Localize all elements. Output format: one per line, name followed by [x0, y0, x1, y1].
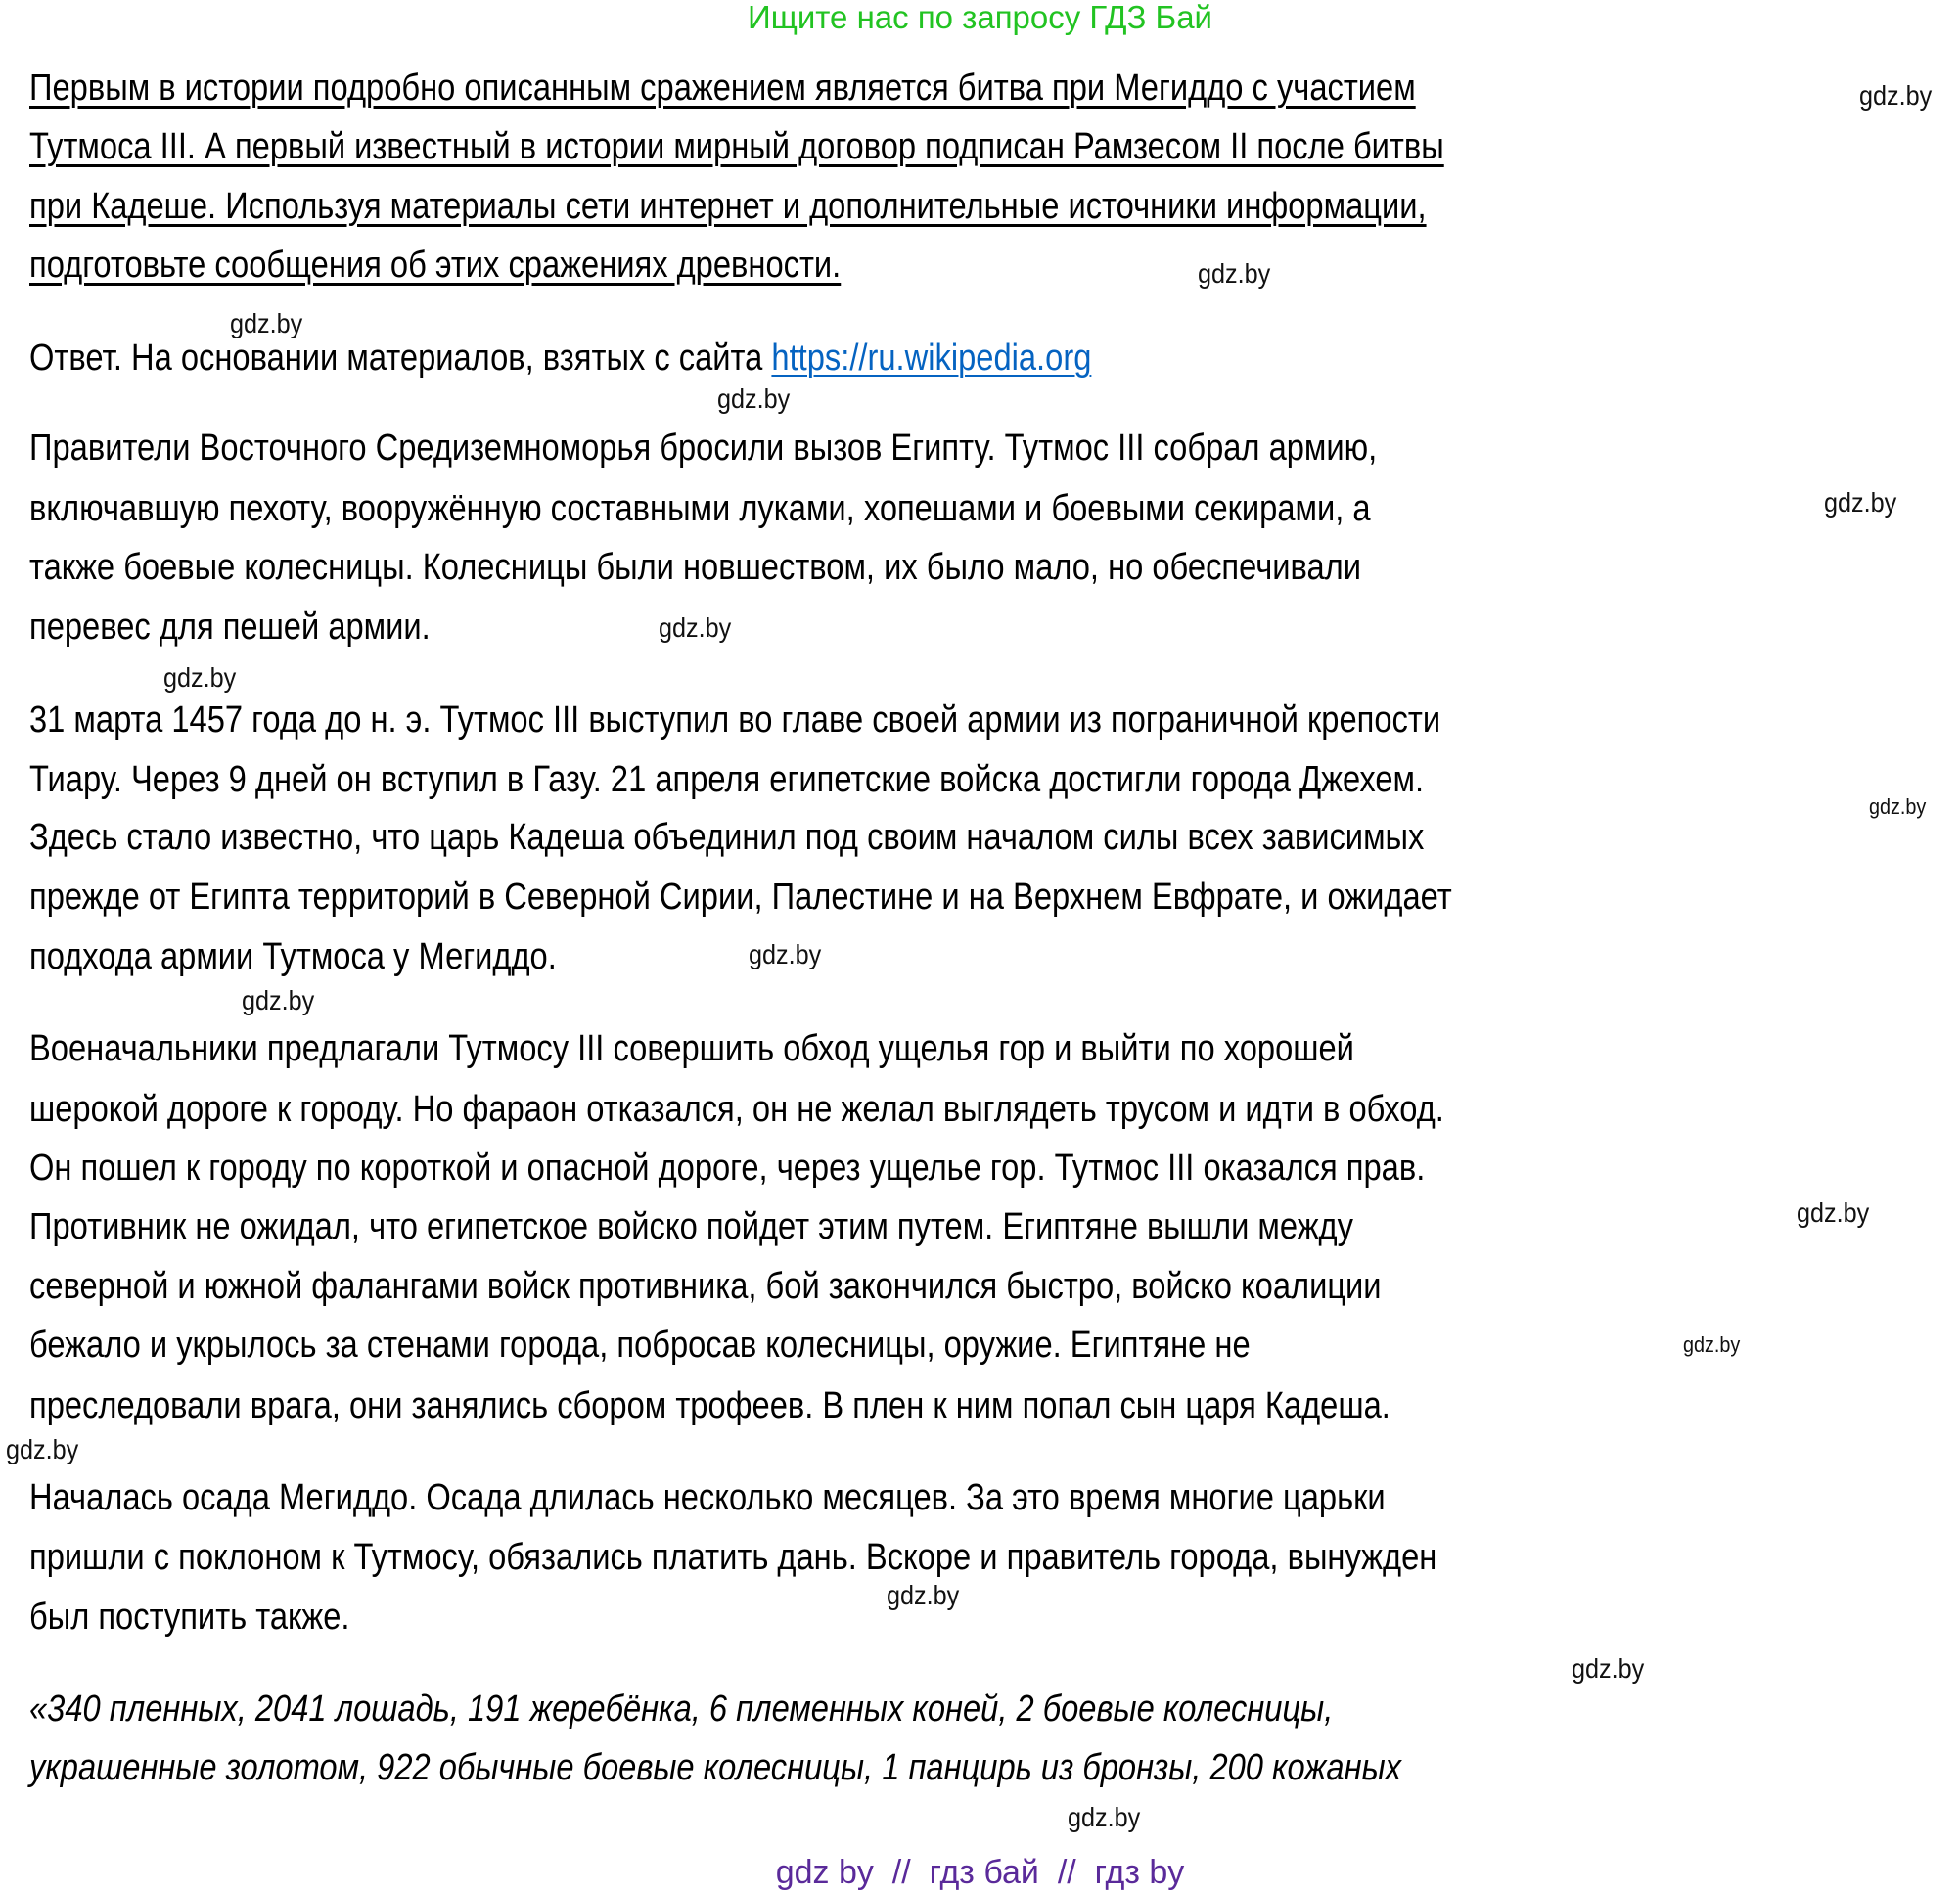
watermark-text: gdz.by	[163, 662, 237, 693]
paragraph-line: был поступить также.	[29, 1597, 350, 1638]
watermark-text: gdz.by	[1869, 794, 1927, 819]
paragraph-line: Военачальники предлагали Тутмосу III совершить обход ущелья гор и выйти по хорошей	[29, 1028, 1354, 1069]
paragraph-line: перевес для пешей армии.	[29, 607, 431, 648]
watermark-text: gdz.by	[1198, 258, 1271, 289]
question-line: при Кадеше. Используя материалы сети интернет и дополнительные источники информации,	[29, 186, 1427, 227]
paragraph-line: Тиару. Через 9 дней он вступил в Газу. 21 апреля египетские войска достигли города Джехем.	[29, 759, 1425, 800]
watermark-text: gdz.by	[6, 1434, 79, 1464]
watermark-text: gdz.by	[887, 1580, 960, 1610]
paragraph-line: шерокой дороге к городу. Но фараон отказался, он не желал выглядеть трусом и идти в обход.	[29, 1089, 1444, 1130]
search-banner: Ищите нас по запросу ГДЗ Бай	[748, 0, 1212, 35]
watermark-text: gdz.by	[659, 612, 732, 643]
footer-links[interactable]: gdz by // гдз бай // гдз by	[775, 1854, 1185, 1891]
paragraph-line: Здесь стало известно, что царь Кадеша объединил под своим началом силы всех зависимых	[29, 817, 1425, 858]
watermark-text: gdz.by	[1797, 1197, 1870, 1228]
wikipedia-link[interactable]: https://ru.wikipedia.org	[771, 338, 1092, 379]
paragraph-line: бежало и укрылось за стенами города, побросав колесницы, оружие. Египтяне не	[29, 1325, 1251, 1366]
watermark-text: gdz.by	[230, 308, 303, 338]
paragraph-line: Противник не ожидал, что египетское войско пойдет этим путем. Египтяне вышли между	[29, 1206, 1353, 1247]
watermark-text: gdz.by	[1683, 1332, 1741, 1357]
answer-line	[29, 335, 1091, 382]
watermark-text: gdz.by	[1859, 80, 1933, 111]
question-line: Первым в истории подробно описанным сражением является битва при Мегиддо с участием	[29, 68, 1416, 109]
watermark-text: gdz.by	[1572, 1653, 1645, 1684]
watermark-text: gdz.by	[1068, 1802, 1141, 1832]
paragraph-line: также боевые колесницы. Колесницы были новшеством, их было мало, но обеспечивали	[29, 547, 1361, 588]
watermark-text: gdz.by	[749, 939, 822, 969]
watermark-text: gdz.by	[1824, 487, 1897, 518]
paragraph-line: Правители Восточного Средиземноморья бросили вызов Египту. Тутмос III собрал армию,	[29, 428, 1378, 469]
paragraph-line: прежде от Египта территорий в Северной Сирии, Палестине и на Верхнем Евфрате, и ожидает	[29, 877, 1452, 918]
paragraph-line: 31 марта 1457 года до н. э. Тутмос III выступил во главе своей армии из пограничной крепости	[29, 699, 1441, 741]
watermark-text: gdz.by	[717, 383, 791, 414]
paragraph-line: включавшую пехоту, вооружённую составными луками, хопешами и боевыми секирами, а	[29, 488, 1371, 529]
quote-line: украшенные золотом, 922 обычные боевые колесницы, 1 панцирь из бронзы, 200 кожаных	[29, 1747, 1401, 1788]
question-line: Тутмоса III. А первый известный в истории мирный договор подписан Рамзесом II после битвы	[29, 126, 1444, 167]
watermark-text: gdz.by	[242, 985, 315, 1015]
paragraph-line: северной и южной фалангами войск противника, бой закончился быстро, войско коалиции	[29, 1266, 1382, 1307]
paragraph-line: пришли с поклоном к Тутмосу, обязались платить дань. Вскоре и правитель города, вынужден	[29, 1537, 1437, 1578]
answer-intro: Ответ. На основании материалов, взятых с сайта	[29, 338, 772, 379]
quote-line: «340 пленных, 2041 лошадь, 191 жеребёнка, 6 племенных коней, 2 боевые колесницы,	[29, 1689, 1334, 1730]
paragraph-line: Он пошел к городу по короткой и опасной дороге, через ущелье гор. Тутмос III оказался прав.	[29, 1148, 1426, 1189]
paragraph-line: Началась осада Мегиддо. Осада длилась несколько месяцев. За это время многие царьки	[29, 1477, 1386, 1518]
paragraph-line: подхода армии Тутмоса у Мегиддо.	[29, 936, 557, 977]
question-line: подготовьте сообщения об этих сражениях древности.	[29, 245, 842, 286]
paragraph-line: преследовали врага, они занялись сбором трофеев. В плен к ним попал сын царя Кадеша.	[29, 1385, 1390, 1426]
